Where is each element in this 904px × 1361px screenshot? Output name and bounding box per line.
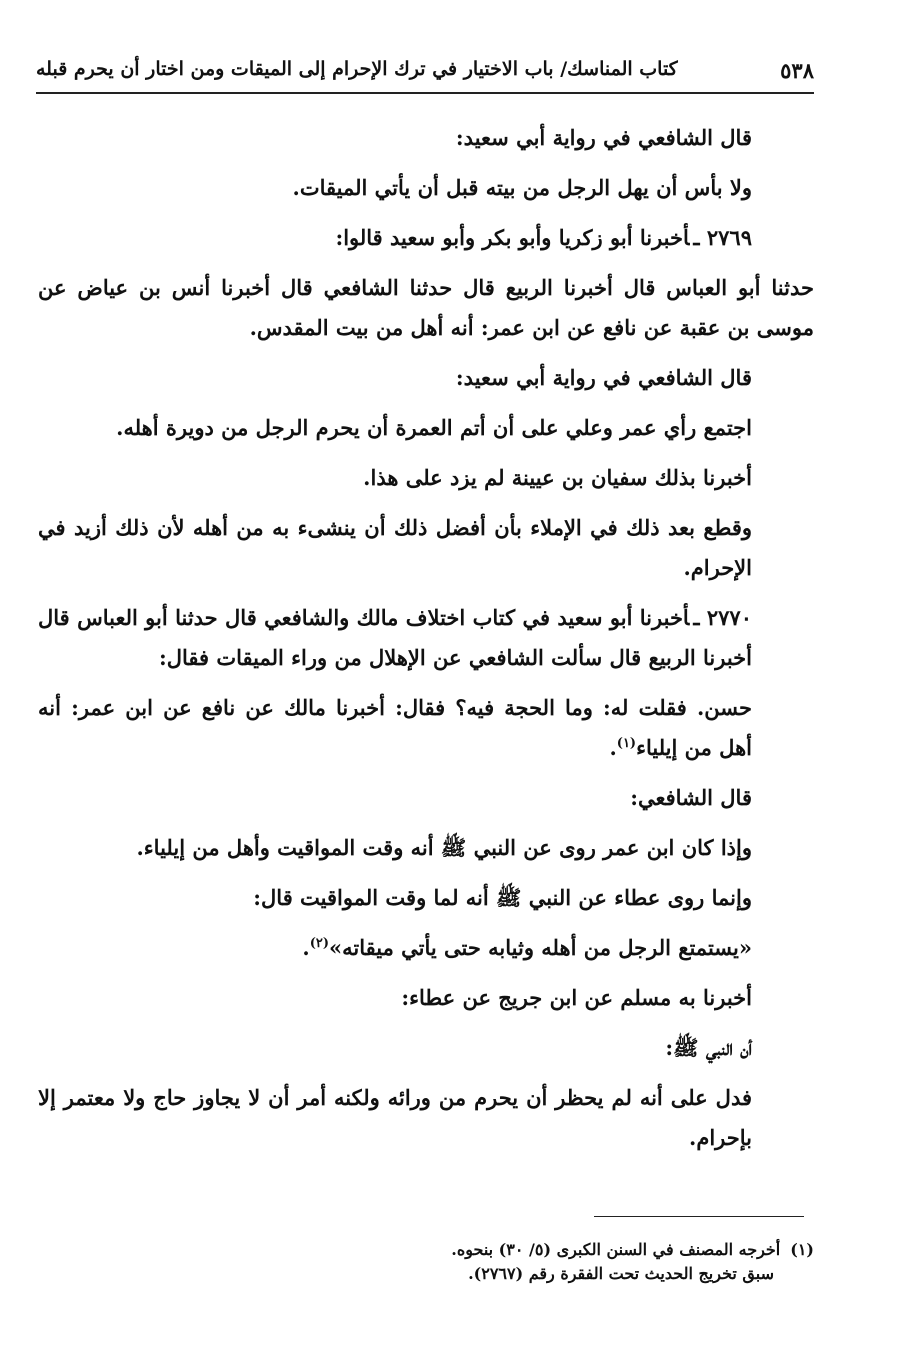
hadith-paragraph: ٢٧٧٠ ـأخبرنا أبو سعيد في كتاب اختلاف مالك والشافعي قال حدثنا أبو العباس قال أخبرنا الربيع قال سألت الشافعي عن الإهلال من وراء الميقات فقال: xyxy=(38,605,752,670)
paragraph: اجتمع رأي عمر وعلي على أن أتم العمرة أن يحرم الرجل من دويرة أهله. xyxy=(116,415,752,440)
paragraph: ولا بأس أن يهل الرجل من بيته قبل أن يأتي الميقات. xyxy=(292,175,752,200)
footnote-ref: (٢) xyxy=(309,936,329,951)
footnote-mark: (١) xyxy=(790,1240,814,1259)
hadith-number: ٢٧٦٩ ـ xyxy=(693,225,752,250)
hadith-number: ٢٧٧٠ ـ xyxy=(693,605,752,630)
hadith-paragraph: ٢٧٦٩ ـأخبرنا أبو زكريا وأبو بكر وأبو سعيد قالوا: xyxy=(335,225,752,250)
paragraph: أخبرنا به مسلم عن ابن جريج عن عطاء: xyxy=(401,985,752,1010)
footnote: سبق تخريج الحديث تحت الفقرة رقم (٢٧٦٧). xyxy=(468,1264,774,1283)
paragraph: حدثنا أبو العباس قال أخبرنا الربيع قال حدثنا الشافعي قال أخبرنا أنس بن عياض عن موسى بن عقبة عن نافع عن ابن عمر: أنه أهل من بيت المقدس. xyxy=(38,275,814,340)
paragraph: وقطع بعد ذلك في الإملاء بأن أفضل ذلك أن ينشىء به من أهله لأن ذلك أزيد في الإحرام. xyxy=(38,515,752,580)
paragraph: حسن. فقلت له: وما الحجة فيه؟ فقال: أخبرنا مالك عن نافع عن ابن عمر: أنه أهل من إيلياء$^{(١)}$. xyxy=(38,695,752,760)
paragraph: وإذا كان ابن عمر روى عن النبي ﷺ أنه وقت المواقيت وأهل من إيلياء. xyxy=(136,835,752,860)
footnotes xyxy=(344,1238,814,1286)
running-title: كتاب المناسك/ باب الاختيار في ترك الإحرام إلى الميقات ومن اختار أن يحرم قبله xyxy=(36,58,678,80)
paragraph: فدل على أنه لم يحظر أن يحرم من ورائه ولكنه أمر أن لا يجاوز حاج ولا معتمر إلا بإحرام. xyxy=(38,1085,752,1150)
page-number: ٥٣٨ xyxy=(780,58,814,83)
paragraph: قال الشافعي في رواية أبي سعيد: xyxy=(455,365,752,390)
footnote-divider xyxy=(594,1216,804,1217)
footnote: (١)أخرجه المصنف في السنن الكبرى (٥/ ٣٠) بنحوه. xyxy=(451,1240,814,1259)
paragraph: قال الشافعي: xyxy=(630,785,752,810)
footnote-ref: (١) xyxy=(616,736,637,751)
paragraph: أن النبي ﷺ: xyxy=(665,1035,752,1060)
paragraph: وإنما روى عطاء عن النبي ﷺ أنه لما وقت المواقيت قال: xyxy=(253,885,752,910)
paragraph: «يستمتع الرجل من أهله وثيابه حتى يأتي ميقاته»$^{(٢)}$. xyxy=(302,935,752,960)
page-header xyxy=(36,52,814,94)
paragraph: قال الشافعي في رواية أبي سعيد: xyxy=(455,125,752,150)
paragraph: أخبرنا بذلك سفيان بن عيينة لم يزد على هذا. xyxy=(363,465,752,490)
main-text xyxy=(38,118,814,1168)
